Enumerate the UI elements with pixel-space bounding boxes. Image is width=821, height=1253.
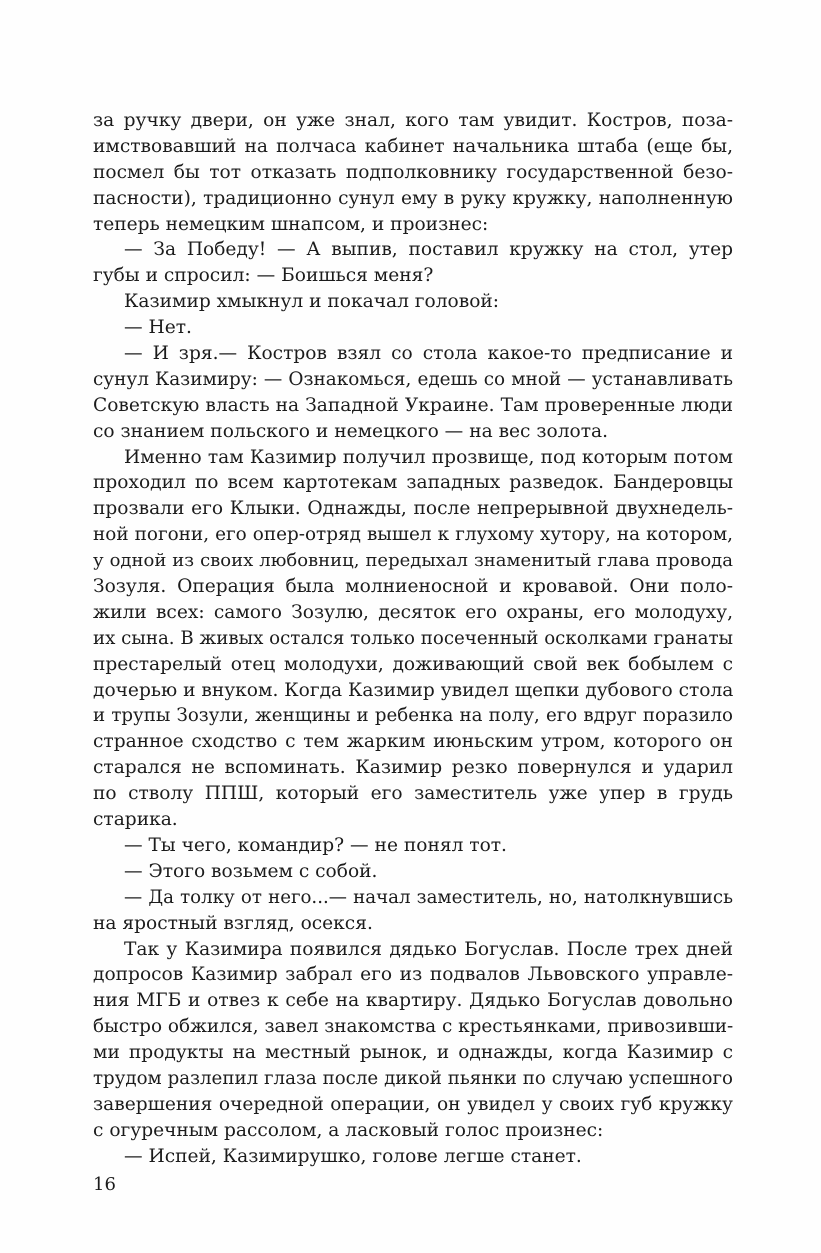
text-line: — Ты чего, командир? — не понял тот. [124, 834, 507, 856]
text-line: со знанием польского и немецкого — на вес золота. [93, 420, 608, 442]
text-line: и трупы Зозули, женщины и ребенка на полу, его вдруг поразило [93, 705, 733, 727]
text-line: ния МГБ и отвез к себе на квартиру. Дядько Богуслав довольно [93, 990, 733, 1012]
text-line: — Испей, Казимирушко, голове легше станет. [124, 1145, 582, 1167]
text-line: старался не вспоминать. Казимир резко повернулся и ударил [93, 757, 733, 779]
text-line: посмел бы тот отказать подполковнику государственной безо- [93, 161, 733, 183]
text-line: быстро обжился, завел знакомства с крестьянками, привозивши- [93, 1016, 734, 1038]
text-line: странное сходство с тем жарким июньским утром, которого он [93, 731, 733, 753]
text-line: губы и спросил: — Боишься меня? [93, 265, 434, 287]
text-line: — Да толку от него...— начал заместитель, но, натолкнувшись [124, 886, 733, 908]
text-line: по стволу ППШ, который его заместитель уже упер в грудь [93, 783, 733, 805]
text-line: старика. [93, 809, 178, 831]
text-line: жили всех: самого Зозулю, десяток его охраны, его молодуху, [93, 601, 733, 623]
text-line: ной погони, его опер-отряд вышел к глухому хутору, на котором, [93, 524, 733, 546]
text-line: — За Победу! — А выпив, поставил кружку на стол, утер [124, 239, 733, 261]
text-line: прозвали его Клыки. Однажды, после непрерывной двухнедель- [93, 498, 733, 520]
text-line: Советскую власть на Западной Украине. Там проверенные люди [93, 394, 733, 416]
page-number: 16 [93, 1174, 116, 1195]
text-line: за ручку двери, он уже знал, кого там увидит. Костров, поза- [93, 110, 733, 131]
text-line: Так у Казимира появился дядько Богуслав. После трех дней [124, 938, 733, 960]
text-line: Именно там Казимир получил прозвище, под которым потом [124, 446, 733, 468]
text-line: престарелый отец молодухи, доживающий свой век бобылем с [93, 653, 733, 675]
text-line: сунул Казимиру: — Ознакомься, едешь со мной — устанавливать [93, 368, 733, 390]
text-line: Казимир хмыкнул и покачал головой: [124, 291, 500, 313]
text-line: у одной из своих любовниц, передыхал знаменитый глава провода [93, 550, 733, 572]
text-line: — Нет. [124, 317, 192, 339]
text-line: завершения очередной операции, он увидел у своих губ кружку [93, 1093, 733, 1115]
text-line: трудом разлепил глаза после дикой пьянки по случаю успешного [93, 1067, 733, 1089]
text-line: — Этого возьмем с собой. [124, 860, 378, 882]
text-line: на яростный взгляд, осекся. [93, 912, 373, 934]
text-line: дочерью и внуком. Когда Казимир увидел щепки дубового стола [93, 679, 734, 701]
text-line: с огуречным рассолом, а ласковый голос произнес: [93, 1119, 604, 1141]
text-line: проходил по всем картотекам западных разведок. Бандеровцы [93, 472, 733, 494]
text-line: пасности), традиционно сунул ему в руку кружку, наполненную [93, 187, 733, 209]
text-line: допросов Казимир забрал его из подвалов Львовского управле- [93, 964, 733, 986]
text-line: имствовавший на полчаса кабинет начальника штаба (еще бы, [93, 135, 733, 157]
text-line: теперь немецким шнапсом, и произнес: [93, 213, 489, 235]
text-line: Зозуля. Операция была молниеносной и кровавой. Они поло- [93, 576, 733, 598]
text-line: их сына. В живых остался только посеченный осколками гранаты [93, 627, 733, 649]
text-line: — И зря.— Костров взял со стола какое-то предписание и [124, 343, 733, 365]
text-line: ми продукты на местный рынок, и однажды, когда Казимир с [93, 1042, 733, 1064]
body-text [93, 108, 733, 1170]
